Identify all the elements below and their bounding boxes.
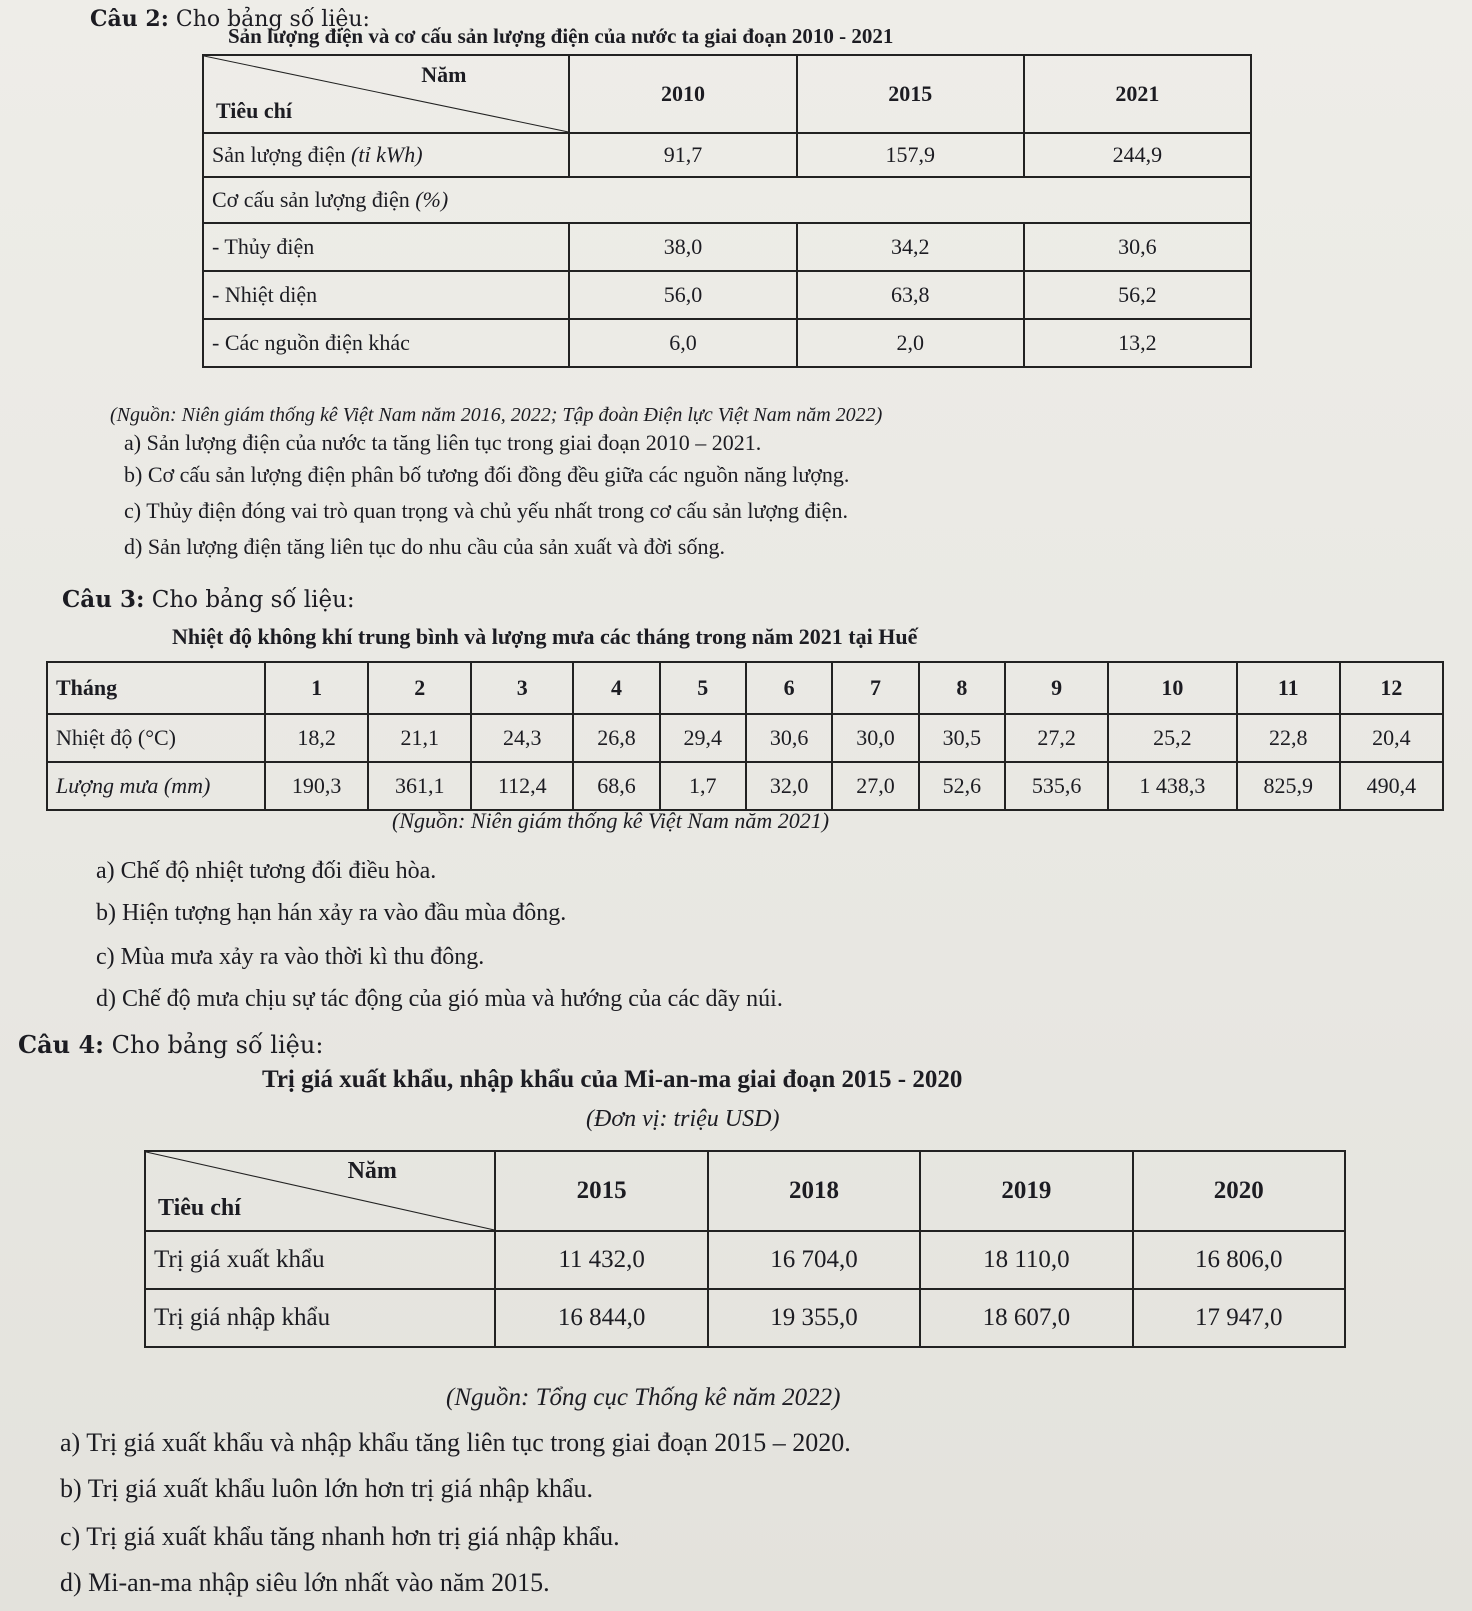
q3-month: 2: [368, 662, 471, 714]
q3-temp-value: 29,4: [660, 714, 746, 762]
q3-table: [46, 661, 1444, 811]
q2-cell: 38,0: [569, 223, 796, 271]
q3-heading-label: Câu 3:: [62, 586, 145, 613]
q3-source: (Nguồn: Niên giám thống kê Việt Nam năm 2021): [392, 808, 830, 833]
q3-statement-a: a) Chế độ nhiệt tương đối điều hòa.: [96, 858, 437, 884]
q3-heading: [62, 586, 355, 613]
q3-month: 9: [1005, 662, 1108, 714]
q4-table: [144, 1150, 1346, 1348]
q3-temp-value: 27,2: [1005, 714, 1108, 762]
q4-statement-b: b) Trị giá xuất khẩu luôn lớn hơn trị giá nhập khẩu.: [60, 1474, 593, 1503]
q4-source: (Nguồn: Tổng cục Thống kê năm 2022): [446, 1384, 841, 1411]
q3-statement-d: d) Chế độ mưa chịu sự tác động của gió mùa và hướng của các dãy núi.: [96, 986, 783, 1012]
q3-rain-value: 1 438,3: [1108, 762, 1236, 810]
q2-output-label-text: Sản lượng điện: [212, 142, 352, 167]
q3-rain-label: Lượng mưa (mm): [47, 762, 265, 810]
q2-corner-criteria: Tiêu chí: [216, 98, 293, 123]
q3-table-title: Nhiệt độ không khí trung bình và lượng mưa các tháng trong năm 2021 tại Huế: [172, 624, 918, 649]
q4-heading-text: Cho bảng số liệu:: [111, 1031, 324, 1059]
q4-year-header: 2018: [708, 1151, 920, 1231]
q4-cell: 19 355,0: [708, 1289, 920, 1347]
q2-cell: 30,6: [1024, 223, 1251, 271]
q3-month: 5: [660, 662, 746, 714]
q4-unit: (Đơn vị: triệu USD): [586, 1106, 780, 1132]
q2-output-label: [203, 133, 569, 177]
q4-cell: 16 704,0: [708, 1231, 920, 1289]
q3-month: 6: [746, 662, 832, 714]
q2-table-title: Sản lượng điện và cơ cấu sản lượng điện của nước ta giai đoạn 2010 - 2021: [228, 24, 894, 48]
q3-temp-value: 30,6: [746, 714, 832, 762]
q2-output-value: 157,9: [797, 133, 1024, 177]
q4-heading-label: Câu 4:: [18, 1030, 105, 1059]
q4-statement-c: c) Trị giá xuất khẩu tăng nhanh hơn trị giá nhập khẩu.: [60, 1522, 620, 1551]
q4-cell: 16 844,0: [495, 1289, 707, 1347]
q4-corner-cell: [145, 1151, 495, 1231]
q2-statement-a: a) Sản lượng điện của nước ta tăng liên tục trong giai đoạn 2010 – 2021.: [124, 430, 762, 455]
q3-temp-value: 21,1: [368, 714, 471, 762]
q3-month: 7: [832, 662, 918, 714]
q3-month: 11: [1237, 662, 1340, 714]
q4-statement-d: d) Mi-an-ma nhập siêu lớn nhất vào năm 2015.: [60, 1568, 550, 1597]
q2-row-label: - Nhiệt diện: [203, 271, 569, 319]
q2-corner-cell: [203, 55, 569, 133]
q2-cell: 63,8: [797, 271, 1024, 319]
q2-year-header: 2015: [797, 55, 1024, 133]
q4-row-label: Trị giá nhập khẩu: [145, 1289, 495, 1347]
q3-rain-value: 27,0: [832, 762, 918, 810]
q3-rain-value: 52,6: [919, 762, 1005, 810]
q2-structure-unit: (%): [415, 187, 449, 212]
q3-temp-value: 30,5: [919, 714, 1005, 762]
q2-heading-label: Câu 2:: [90, 6, 169, 32]
q3-month-label: Tháng: [47, 662, 265, 714]
q2-output-unit: (tỉ kWh): [351, 142, 423, 167]
q3-rain-value: 190,3: [265, 762, 368, 810]
q2-structure-label: [203, 177, 1251, 223]
q2-statement-b: b) Cơ cấu sản lượng điện phân bố tương đối đồng đều giữa các nguồn năng lượng.: [124, 462, 850, 487]
q3-statement-c: c) Mùa mưa xảy ra vào thời kì thu đông.: [96, 944, 485, 970]
q4-year-header: 2020: [1133, 1151, 1345, 1231]
q3-month: 8: [919, 662, 1005, 714]
q4-cell: 18 607,0: [920, 1289, 1132, 1347]
q3-rain-value: 1,7: [660, 762, 746, 810]
q4-cell: 11 432,0: [495, 1231, 707, 1289]
q2-corner-year: Năm: [421, 62, 467, 87]
table-row: [47, 662, 1443, 714]
q4-cell: 16 806,0: [1133, 1231, 1345, 1289]
q2-row-label: - Các nguồn điện khác: [203, 319, 569, 367]
q2-year-header: 2010: [569, 55, 796, 133]
q3-statement-b: b) Hiện tượng hạn hán xảy ra vào đầu mùa đông.: [96, 900, 567, 926]
q2-cell: 56,0: [569, 271, 796, 319]
q3-rain-value: 32,0: [746, 762, 832, 810]
q2-cell: 13,2: [1024, 319, 1251, 367]
q2-row-label: - Thủy điện: [203, 223, 569, 271]
q2-output-value: 244,9: [1024, 133, 1251, 177]
q3-temp-value: 20,4: [1340, 714, 1443, 762]
q3-rain-value: 535,6: [1005, 762, 1108, 810]
q4-corner-year: Năm: [347, 1158, 397, 1184]
q4-row-label: Trị giá xuất khẩu: [145, 1231, 495, 1289]
q4-year-header: 2015: [495, 1151, 707, 1231]
q2-year-header: 2021: [1024, 55, 1251, 133]
q2-source: (Nguồn: Niên giám thống kê Việt Nam năm 2016, 2022; Tập đoàn Điện lực Việt Nam năm 2022): [110, 404, 883, 426]
q3-month: 4: [573, 662, 659, 714]
q2-cell: 6,0: [569, 319, 796, 367]
q3-rain-value: 68,6: [573, 762, 659, 810]
table-row: [203, 271, 1251, 319]
q4-statement-a: a) Trị giá xuất khẩu và nhập khẩu tăng liên tục trong giai đoạn 2015 – 2020.: [60, 1428, 851, 1457]
table-row: [203, 223, 1251, 271]
q2-cell: 56,2: [1024, 271, 1251, 319]
q2-heading-text: Cho bảng số liệu:: [175, 7, 370, 32]
q3-rain-value: 825,9: [1237, 762, 1340, 810]
q3-temp-value: 30,0: [832, 714, 918, 762]
q3-temp-value: 26,8: [573, 714, 659, 762]
table-row: [47, 762, 1443, 810]
q2-output-value: 91,7: [569, 133, 796, 177]
q3-rain-value: 490,4: [1340, 762, 1443, 810]
table-row: [145, 1231, 1345, 1289]
q2-structure-label-text: Cơ cấu sản lượng điện: [212, 187, 416, 212]
q2-statement-c: c) Thủy điện đóng vai trò quan trọng và chủ yếu nhất trong cơ cấu sản lượng điện.: [124, 498, 848, 523]
table-row: [203, 319, 1251, 367]
table-row: [145, 1289, 1345, 1347]
q3-month: 10: [1108, 662, 1236, 714]
q4-corner-criteria: Tiêu chí: [158, 1195, 241, 1221]
q2-cell: 2,0: [797, 319, 1024, 367]
q4-table-title: Trị giá xuất khẩu, nhập khẩu của Mi-an-ma giai đoạn 2015 - 2020: [262, 1066, 963, 1093]
q2-cell: 34,2: [797, 223, 1024, 271]
q3-rain-value: 361,1: [368, 762, 471, 810]
q3-temp-value: 24,3: [471, 714, 573, 762]
q4-heading: [18, 1030, 323, 1059]
q3-month: 3: [471, 662, 573, 714]
q2-table: [202, 54, 1252, 368]
q4-cell: 17 947,0: [1133, 1289, 1345, 1347]
q3-month: 12: [1340, 662, 1443, 714]
q2-statement-d: d) Sản lượng điện tăng liên tục do nhu cầu của sản xuất và đời sống.: [124, 534, 725, 559]
q4-cell: 18 110,0: [920, 1231, 1132, 1289]
q3-heading-text: Cho bảng số liệu:: [151, 587, 355, 613]
q3-temp-value: 22,8: [1237, 714, 1340, 762]
q3-temp-value: 25,2: [1108, 714, 1236, 762]
table-row: [47, 714, 1443, 762]
q3-temp-label: Nhiệt độ (°C): [47, 714, 265, 762]
q4-year-header: 2019: [920, 1151, 1132, 1231]
q3-month: 1: [265, 662, 368, 714]
q3-rain-value: 112,4: [471, 762, 573, 810]
q3-temp-value: 18,2: [265, 714, 368, 762]
